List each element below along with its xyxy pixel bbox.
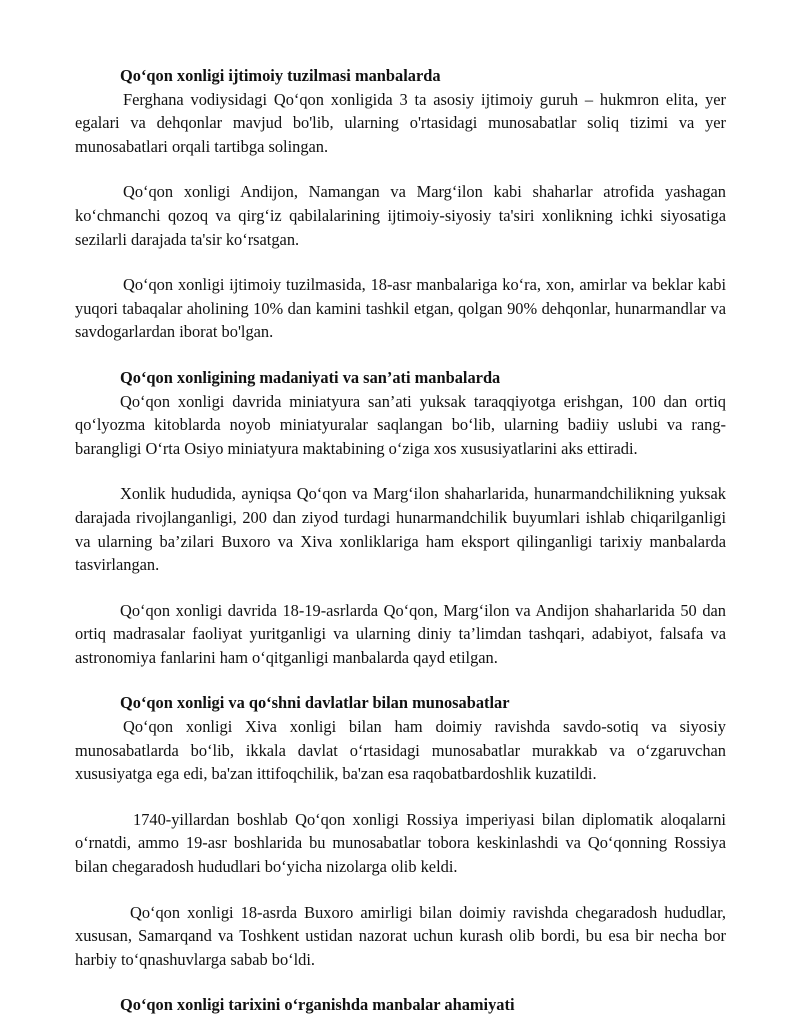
paragraph: Qo‘qon xonligi Andijon, Namangan va Marg‘ilon kabi shaharlar atrofida yashagan ko‘chmanchi qozoq va qirg‘iz qabilalarining ijtimoiy-siyosiy ta'siri xonlikning ichki siyosatiga sezilarli darajada ta'sir ko‘rsatgan.: [75, 182, 726, 249]
paragraph: Qo‘qon xonligi 18-asrda Buxoro amirligi bilan doimiy ravishda chegaradosh hududlar, xususan, Samarqand va Toshkent ustidan nazorat uchun kurash olib bordi, bu esa bir necha bor harbiy to‘qnashuvlarga sabab bo‘ldi.: [75, 902, 726, 969]
section-heading: Qo‘qon xonligi va qo‘shni davlatlar bilan munosabatlar: [120, 693, 510, 713]
paragraph: Ferghana vodiysidagi Qo‘qon xonligida 3 ta asosiy ijtimoiy guruh – hukmron elita, yer egalari va dehqonlar mavjud bo'lib, ularning o'rtasidagi munosabatlar soliq tizimi va yer munosabatlari orqali tartibga solingan.: [75, 89, 726, 156]
paragraph: Qo‘qon xonligi ijtimoiy tuzilmasida, 18-asr manbalariga ko‘ra, xon, amirlar va beklar kabi yuqori tabaqalar aholining 10% dan kamini tashkil etgan, qolgan 90% dehqonlar, hunarmandlar va savdogarlardan iborat bo'lgan.: [75, 275, 726, 342]
paragraph: 1740-yillardan boshlab Qo‘qon xonligi Rossiya imperiyasi bilan diplomatik aloqalarni o‘rnatdi, ammo 19-asr boshlarida bu munosabatlar tobora keskinlashdi va Qo‘qonning Rossiya bilan chegaradosh hududlari bo‘yicha nizolarga olib keldi.: [75, 809, 726, 877]
paragraph: Xonlik hududida, ayniqsa Qo‘qon va Marg‘ilon shaharlarida, hunarmandchilikning yuksak darajada rivojlanganligi, 200 dan ziyod turdagi hunarmandchilik buyumlari ishlab chiqarilganligi va ularning ba’zilari Buxoro va Xiva xonliklariga ham eksport qilinganligi tarixiy manbalarda tasvirlangan.: [75, 484, 726, 575]
paragraph: Qo‘qon xonligi davrida miniatyura san’ati yuksak taraqqiyotga erishgan, 100 dan ortiq qo‘lyozma kitoblarda noyob miniatyuralar saqlangan bo‘lib, ularning badiiy uslubi va rang-barangligi O‘rta Osiyo miniatyura maktabining o‘ziga xos xususiyatlarini aks ettiradi.: [75, 391, 726, 458]
section-heading: Qo‘qon xonligi ijtimoiy tuzilmasi manbalarda: [120, 66, 441, 85]
paragraph: Qo‘qon xonligi Xiva xonligi bilan ham doimiy ravishda savdo-sotiq va siyosiy munosabatlarda bo‘lib, ikkala davlat o‘rtasidagi munosabatlar murakkab va o‘zgaruvchan xususiyatga ega edi, ba'zan ittifoqchilik, ba'zan esa raqobatbardoshlik kuzatildi.: [75, 717, 726, 784]
section-heading: Qo‘qon xonligi tarixini o‘rganishda manbalar ahamiyati: [120, 995, 515, 1015]
section-heading: Qo‘qon xonligining madaniyati va san’ati manbalarda: [120, 367, 501, 387]
document-page: [75, 64, 726, 1017]
paragraph: Qo‘qon xonligi davrida 18-19-asrlarda Qo‘qon, Marg‘ilon va Andijon shaharlarida 50 dan ortiq madrasalar faoliyat yuritganligi va ularning diniy ta’limdan tashqari, adabiyot, falsafa va astronomiya fanlarini ham o‘qitganligi manbalarda qayd etilgan.: [75, 600, 726, 667]
